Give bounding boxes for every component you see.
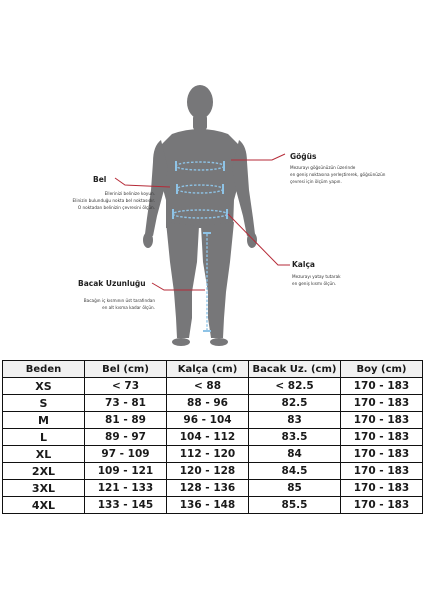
table-cell: 170 - 183 — [341, 480, 423, 497]
size-cell: 2XL — [3, 463, 85, 480]
svg-text:Elinizin bulunduğu nokta bel n: Elinizin bulunduğu nokta bel noktasıdır. — [72, 198, 155, 203]
table-cell: 84.5 — [249, 463, 341, 480]
callout-bel-title: Bel — [93, 175, 107, 184]
table-cell: 73 - 81 — [85, 395, 167, 412]
table-cell: 136 - 148 — [167, 497, 249, 514]
table-row — [3, 429, 423, 446]
human-silhouette — [143, 85, 257, 346]
size-cell: L — [3, 429, 85, 446]
table-cell: 97 - 109 — [85, 446, 167, 463]
size-cell: XL — [3, 446, 85, 463]
size-cell: 3XL — [3, 480, 85, 497]
table-row — [3, 378, 423, 395]
svg-text:Mezurayı yatay tutarak: Mezurayı yatay tutarak — [292, 274, 341, 279]
svg-text:en geniş kısmı ölçün.: en geniş kısmı ölçün. — [292, 281, 337, 286]
table-cell: 170 - 183 — [341, 395, 423, 412]
table-cell: 170 - 183 — [341, 378, 423, 395]
callout-kalca-title: Kalça — [292, 260, 315, 269]
table-cell: 170 - 183 — [341, 412, 423, 429]
size-chart-table — [2, 360, 423, 514]
table-cell: 81 - 89 — [85, 412, 167, 429]
table-row — [3, 395, 423, 412]
table-cell: 128 - 136 — [167, 480, 249, 497]
table-row — [3, 463, 423, 480]
table-cell: 112 - 120 — [167, 446, 249, 463]
callout-bacak-title: Bacak Uzunluğu — [78, 279, 146, 288]
table-cell: 104 - 112 — [167, 429, 249, 446]
table-cell: 109 - 121 — [85, 463, 167, 480]
table-cell: 120 - 128 — [167, 463, 249, 480]
callout-gogus — [290, 152, 386, 184]
svg-text:Bacağın iç kısmının üst tarafı: Bacağın iç kısmının üst tarafından — [83, 298, 155, 303]
table-cell: 84 — [249, 446, 341, 463]
table-cell: 121 - 133 — [85, 480, 167, 497]
column-header-beden: Beden — [3, 361, 85, 378]
table-header-row — [3, 361, 423, 378]
callout-bel — [73, 175, 155, 210]
table-row — [3, 412, 423, 429]
callout-bacak — [78, 279, 155, 310]
svg-text:Ellerinizi belinize koyun.: Ellerinizi belinize koyun. — [104, 191, 155, 196]
table-cell: 170 - 183 — [341, 463, 423, 480]
size-cell: M — [3, 412, 85, 429]
table-cell: 88 - 96 — [167, 395, 249, 412]
table-cell: 82.5 — [249, 395, 341, 412]
table-cell: < 73 — [85, 378, 167, 395]
table-cell: 85.5 — [249, 497, 341, 514]
table-cell: 89 - 97 — [85, 429, 167, 446]
size-cell: 4XL — [3, 497, 85, 514]
size-cell: S — [3, 395, 85, 412]
table-row — [3, 480, 423, 497]
callout-kalca — [292, 260, 341, 286]
table-row — [3, 497, 423, 514]
table-cell: < 88 — [167, 378, 249, 395]
svg-text:en geniş noktasına yerleştirer: en geniş noktasına yerleştirerek, göğsünüzün — [290, 172, 386, 177]
table-cell: < 82.5 — [249, 378, 341, 395]
table-cell: 170 - 183 — [341, 497, 423, 514]
column-header-boy: Boy (cm) — [341, 361, 423, 378]
table-cell: 83 — [249, 412, 341, 429]
svg-text:Mezurayı göğsünüzün üzerinde: Mezurayı göğsünüzün üzerinde — [290, 165, 356, 170]
table-cell: 170 - 183 — [341, 429, 423, 446]
size-cell: XS — [3, 378, 85, 395]
svg-text:çevresi için ölçüm yapın.: çevresi için ölçüm yapın. — [290, 179, 342, 184]
svg-text:en alt kısma kadar ölçün.: en alt kısma kadar ölçün. — [102, 305, 155, 310]
table-cell: 133 - 145 — [85, 497, 167, 514]
table-cell: 170 - 183 — [341, 446, 423, 463]
column-header-kalca: Kalça (cm) — [167, 361, 249, 378]
table-cell: 83.5 — [249, 429, 341, 446]
column-header-bel: Bel (cm) — [85, 361, 167, 378]
svg-text:O noktadan belinizin çevresini: O noktadan belinizin çevresini ölçün. — [77, 205, 155, 210]
table-cell: 85 — [249, 480, 341, 497]
callout-gogus-title: Göğüs — [290, 152, 317, 161]
table-row — [3, 446, 423, 463]
column-header-bacak-uz: Bacak Uz. (cm) — [249, 361, 341, 378]
table-cell: 96 - 104 — [167, 412, 249, 429]
